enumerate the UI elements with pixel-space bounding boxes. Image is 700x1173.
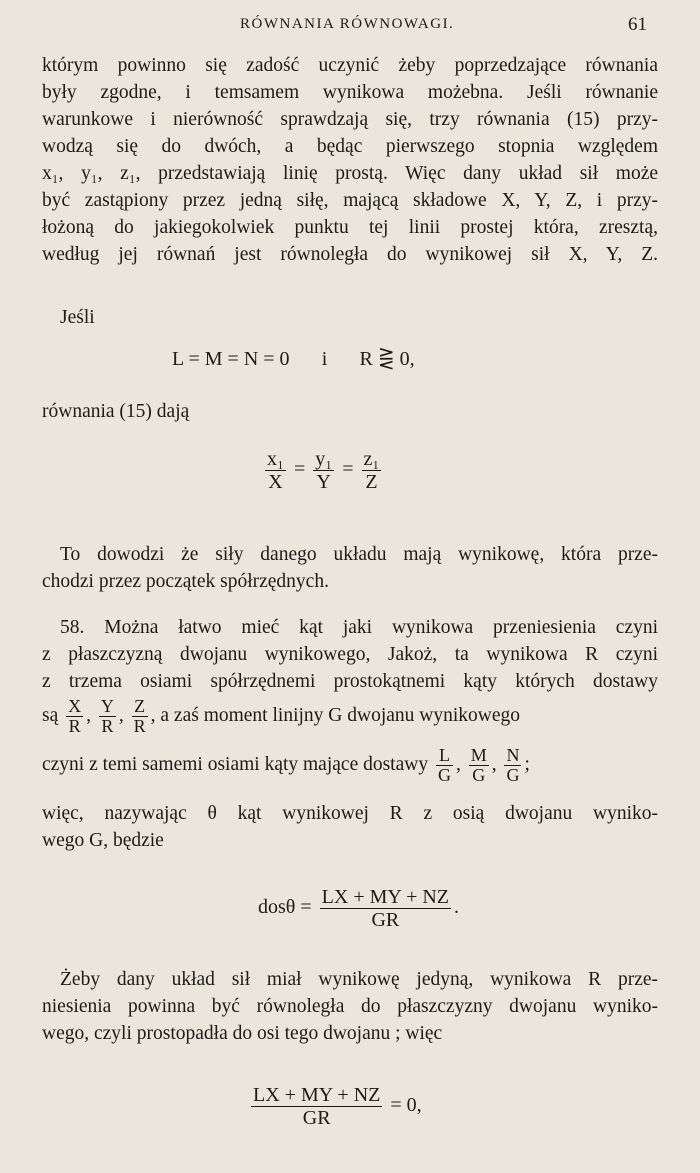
fraction: $\frac{\text{x₁}}{X}$ bbox=[267, 448, 284, 493]
text-line: chodzi przez początek spółrzędnych. bbox=[42, 571, 329, 592]
text-line: były zgodne, i temsamem wynikowa możebna. Jeśli równanie bbox=[42, 82, 658, 103]
paragraph-3-cont bbox=[42, 800, 658, 854]
text-line: wego, czyli prostopadła do osi tego dwojanu ; więc bbox=[42, 1023, 443, 1044]
equation-3: dosθ = $\frac{LX + MY + NZ}{GR}$ . bbox=[258, 886, 460, 931]
text-line: z trzema osiami spółrzędnemi prostokątnemi kąty których dostawy bbox=[42, 671, 658, 692]
equation-2: $\frac{\text{x₁}}{X}$ = $\frac{\text{y₁}}{Y}$ = $\frac{\text{z₁}}{Z}$ bbox=[267, 448, 380, 493]
fraction: $\frac{LX + MY + NZ}{GR}$ bbox=[253, 1084, 381, 1129]
text-line: być zastąpiony przez jedną siłę, mającą składowe X, Y, Z, i przy- bbox=[42, 190, 658, 211]
text-line: więc, nazywając θ kąt wynikowej R z osią dwojanu wyniko- bbox=[42, 803, 658, 824]
text-line: którym powinno się zadość uczynić żeby poprzedzające równania bbox=[42, 55, 658, 76]
text-line: wodzą się do dwóch, a będąc pierwszego stopnia względem bbox=[42, 136, 658, 157]
equation-1 bbox=[172, 346, 415, 371]
fraction: $\frac{\text{y₁}}{Y}$ bbox=[315, 448, 333, 493]
equation-left: L = M = N = 0 bbox=[172, 348, 290, 370]
text-line: wego G, będzie bbox=[42, 830, 164, 851]
text-line: według jej równań jest równoległa do wynikowej sił X, Y, Z. bbox=[42, 244, 658, 265]
page-number: 61 bbox=[628, 14, 647, 35]
text-line: z płaszczyzną dwojanu wynikowego, Jakoż, ta wynikowa R czyni bbox=[42, 644, 658, 665]
paragraph-1 bbox=[42, 52, 658, 268]
paragraph-3 bbox=[42, 614, 658, 695]
text-line: niesienia powinna być równoległa do płaszczyzny dwojanu wyniko- bbox=[42, 996, 658, 1017]
equation-4: $\frac{LX + MY + NZ}{GR}$ = 0, bbox=[253, 1084, 422, 1129]
fraction: $\frac{M}{G}$ bbox=[470, 745, 487, 785]
fraction: $\frac{LX + MY + NZ}{GR}$ bbox=[321, 886, 450, 931]
running-header bbox=[0, 14, 700, 44]
text-line: 58. Można łatwo mieć kąt jaki wynikowa przeniesienia czyni bbox=[60, 617, 658, 638]
fraction: $\frac{X}{R}$ bbox=[68, 696, 82, 736]
fraction: $\frac{L}{G}$ bbox=[437, 745, 451, 785]
equation-conjunction: i bbox=[321, 348, 328, 370]
rownania-daja-line bbox=[42, 398, 658, 425]
fraction: $\frac{Y}{R}$ bbox=[100, 696, 114, 736]
text-line: Jeśli bbox=[60, 307, 95, 328]
text-line: x₁, y₁, z₁, przedstawiają linię prostą. Więc dany układ sił może bbox=[42, 163, 658, 184]
line-with-fractions-R: są $\frac{X}{R}$ , $\frac{Y}{R}$ , $\frac{Z}{R}$ , a zaś moment linijny G dwojanu wynikowego bbox=[42, 696, 520, 736]
text-line: łożoną do jakiegokolwiek punktu tej linii prostej która, zresztą, bbox=[42, 217, 658, 238]
equation-right: R ⋛ 0, bbox=[359, 348, 415, 370]
jesli-line bbox=[42, 304, 658, 331]
text-line: warunkowe i nierówność sprawdzają się, trzy równania (15) przy- bbox=[42, 109, 658, 130]
line-with-fractions-G: czyni z temi samemi osiami kąty mające dostawy $\frac{L}{G}$ , $\frac{M}{G}$ , $\frac{N}{G}$ ; bbox=[42, 745, 530, 785]
running-title: RÓWNANIA RÓWNOWAGI. bbox=[240, 16, 455, 32]
paragraph-4 bbox=[42, 966, 658, 1047]
fraction: $\frac{\text{z₁}}{Z}$ bbox=[363, 448, 380, 493]
text-line: Żeby dany układ sił miał wynikowę jedyną, wynikowa R prze- bbox=[60, 969, 658, 990]
fraction: $\frac{Z}{R}$ bbox=[133, 696, 146, 736]
text-line: To dowodzi że siły danego układu mają wynikowę, która prze- bbox=[60, 544, 658, 565]
text-line: równania (15) dają bbox=[42, 401, 190, 422]
fraction: $\frac{N}{G}$ bbox=[506, 745, 520, 785]
paragraph-2 bbox=[42, 541, 658, 595]
